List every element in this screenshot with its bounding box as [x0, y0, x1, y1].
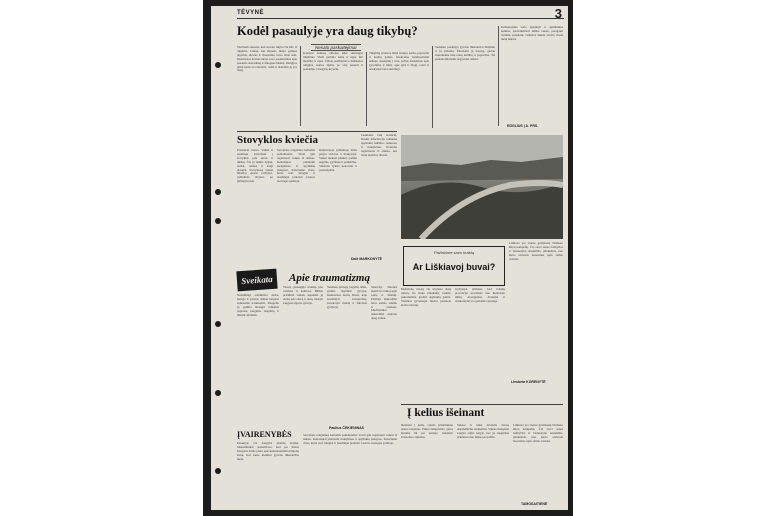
binding-hole [215, 468, 221, 474]
road-headline: Į kelius išeinant [407, 407, 485, 419]
health-author: Paulius ČEKIENINAS [329, 426, 365, 430]
binding-hole [215, 62, 221, 68]
main-headline: Kodėl pasaulyje yra daug tikybų? [237, 24, 418, 38]
health-text-col-c: Suteikus pirmąją pagalbą laiku, galima išgelbėti gyvybę. Kiekvienas turėtų žinoti, kaip sustabdyti kraujavimą, sutvarstyti žaizdą ir iškviesti gydytoją. [327, 286, 367, 309]
section-rule [237, 131, 397, 132]
road-text-col-b: Vakare ir naktį dėvėkite šviesą atspindinčius elementus. Vaikus mokykite saugiai elgtis kelyje, nes jų saugumas priklauso nuo mūsų pavyzdžio. [457, 424, 509, 439]
misc-headline: ĮVAIRENYBĖS [237, 430, 292, 439]
camp-headline: Stovyklos kviečia [237, 134, 318, 146]
health-text-col-b: Vasarą padaugėja traumų prie vandens ir keliuose. Būtina prižiūrėti vaikus, nepalikti jų vienų prie ežerų ir upių, mokyti saugaus elgesio gatvėje. [283, 286, 323, 305]
health-logo: Sveikata [236, 269, 277, 292]
main-text-col-a: Slavinam sakome, kad sąvoka tikyba čia kilo iš tikėjimo. Laikai, kai žmonės tikėjo gamtos jėgomis, dievais ir dvasiomis, buvo labai seni. Kiekvienas kraštas turėjo savo pasakojimus apie pasaulio atsiradimą ir žmogaus likimą. Religijos gimė kartu su tautomis, todėl ir šiandien jų yra daug. [237, 46, 297, 73]
main-text-col-b: Įvairiose žemėse žmonės kūrė skirtingus tikėjimus. Vieni garbino saulę ir ugnį, kiti medžius ir upes. Vėliau susiformavo didžiosios religijos, kurios išplito po visą pasaulį ir pasidalijo į daugybę krypčių. [303, 52, 363, 71]
camp-text-col-c: Kiekvienoje pamainoje dirba patyrę vadovai ir mokytojai. Vaikai mokosi plaukti, pažinti augalus, gyvūnus ir paukščius. Vakarais vyksta koncertai ir pasirodymai. [319, 149, 357, 172]
health-headline: Apie traumatizmą [289, 272, 370, 284]
main-text-col-c: Tikėjimų įvairovę lėmė istorija, kalba, papročiai ir kraštų gamta. Kiekviena bendruomenė ieškojo atsakymų į tuos pačius klausimus apie gyvenimą ir mirtį, apie gėrį ir blogį, todėl ir atsakymai buvo skirtingi. [369, 52, 429, 71]
column-rule [366, 52, 367, 126]
newspaper-page [211, 6, 568, 510]
column-rule [300, 46, 301, 126]
road-text-col-c: Liškiava yra vienas gražiausių Nemuno kilpų kampelių. Čia stovi senas bažnyčios ir vienuolyno ansamblis, piliakalnis, nuo kurio atsiveria nuostabus upės slėnio vaizdas. [513, 424, 563, 443]
visit-headline-box [403, 246, 505, 286]
camp-text-col-a: Prasideda vasara. Vaikai ir jaunimas kviečiami į stovyklas prie ežerų ir miškų. Čia jų laukia žygiai, laužai, dainos ir nauji draugai. Stovyklose veikia būreliai, sporto varžybos, pažintinės išvykos po gimtąjį kraštą. [237, 149, 273, 184]
main-author: RŪGLIUS Į A. PRS. [507, 124, 539, 128]
landscape-photo [401, 135, 563, 239]
visit-author: Liesbeta KORENYTĖ [511, 380, 546, 384]
misc-text-col-b: Stovyklos rengiamos keliomis pamainomis. Tėvai gali registruoti vaikus iš anksto. Kelialapiai platinami mokyklose ir apylinkių įstaigose. Kviečiame visus, kurie nori smagiai ir naudingai praleisti vasaros atostogas gamtoje. [303, 434, 397, 445]
binding-hole [215, 218, 221, 224]
page-number: 3 [554, 6, 562, 21]
binding-hole [215, 390, 221, 396]
main-text-col-d: Šiandien pasaulyje gyvena tūkstančiai tikėjimų ir jų atmainų. Žinodami jų istoriją, geriau suprantame kitų tautų kultūrą ir papročius. Tai padeda žmonėms sugyventi taikiai. [435, 46, 495, 61]
health-text-col-d: Senovėje žmonės skaičiavo laiką pagal saulę ir mėnulį. Pirmieji laikrodžiai buvo saulės, smėlio ir vandens. Mechaniniai laikrodžiai atsirado daug vėliau. [371, 286, 397, 321]
road-text-col-a: Išeidami į kelią, visada prisiminkite eismo taisykles. Eikite šaligatviais, gatvę kirskite tik per perėjas, stebėkite šviesoforo signalus. [401, 424, 453, 439]
column-rule [498, 26, 499, 126]
road-author: TAMOSAITIENĖ [521, 502, 548, 506]
camp-text-col-b: Stovyklos rengiamos keliomis pamainomis. Tėvai gali registruoti vaikus iš anksto. Kelialapiai platinami mokyklose ir apylinkių įstaigose. Kviečiame visus, kurie nori smagiai ir naudingai praleisti vasaros atostogas gamtoje. [277, 149, 315, 184]
binding-hole [215, 321, 221, 327]
column-rule [432, 46, 433, 128]
camp-text-col-d: Laukiame visų norinčių. Išsami informacija teikiama apylinkių kultūros namuose ir mokyklose. Prašome registruotis iš anksto, nes vietų skaičius ribotas. [361, 134, 397, 157]
visit-kicker: Pažinkime savo kraštą [433, 250, 474, 255]
main-text-col-e: Keliautojams verta aplankyti ir aplinkinius kaimus, pasivaikščioti miško takais, paragauti vietinių patiekalų. Liškiava laukia svečių visais metų laikais. [501, 26, 563, 41]
misc-text-col-a: Pasaulyje yra daugybė įdomių dalykų. Mokslininkai apskaičiavo, kad per metus žmogaus širdis plaka apie keturiasdešimt milijonų kartų. Kai kurie medžiai gyvena tūkstančius metų. [237, 442, 299, 461]
visit-headline: Ar Liškiavoj buvai? [412, 262, 496, 272]
landscape-illustration [401, 135, 563, 239]
main-subtitle: Nesato paskaitėjimai [311, 44, 361, 51]
health-text-col-a: Nelaimingi atsitikimai darbe, buityje ir gatvėje dažnai baigiasi sunkiomis traumomis. Daugelio jų galima išvengti laikantis paprastų saugumo taisyklių ir būnant atidiems. [237, 294, 279, 317]
section-rule [401, 404, 563, 405]
header-rule [237, 18, 564, 19]
section-name: TĖVYNĖ [237, 10, 265, 16]
visit-text-col-c: Gydytojai primena, kad traumų prevencija prasideda nuo kiekvieno mūsų. Atsargumas, drausmė ir atsakomybė yra geriausia apsauga. [455, 288, 505, 303]
visit-text-col-a: Liškiava yra vienas gražiausių Nemuno kilpų kampelių. Čia stovi senas bažnyčios ir vienuolyno ansamblis, piliakalnis, nuo kurio atsiveria nuostabus upės slėnio vaizdas. [509, 242, 563, 261]
camp-author: Dalė MARKONYTĖ [351, 257, 382, 261]
visit-text-col-b: Kiekvieną vasarą čia atvyksta daug turistų. Jie lanko piliakalnį, vaikšto pakrantėmis, grožisi apylinkių gamta. Vietiniai gyventojai mielai pasakoja krašto istoriją. [401, 288, 451, 307]
binding-hole [215, 189, 221, 195]
